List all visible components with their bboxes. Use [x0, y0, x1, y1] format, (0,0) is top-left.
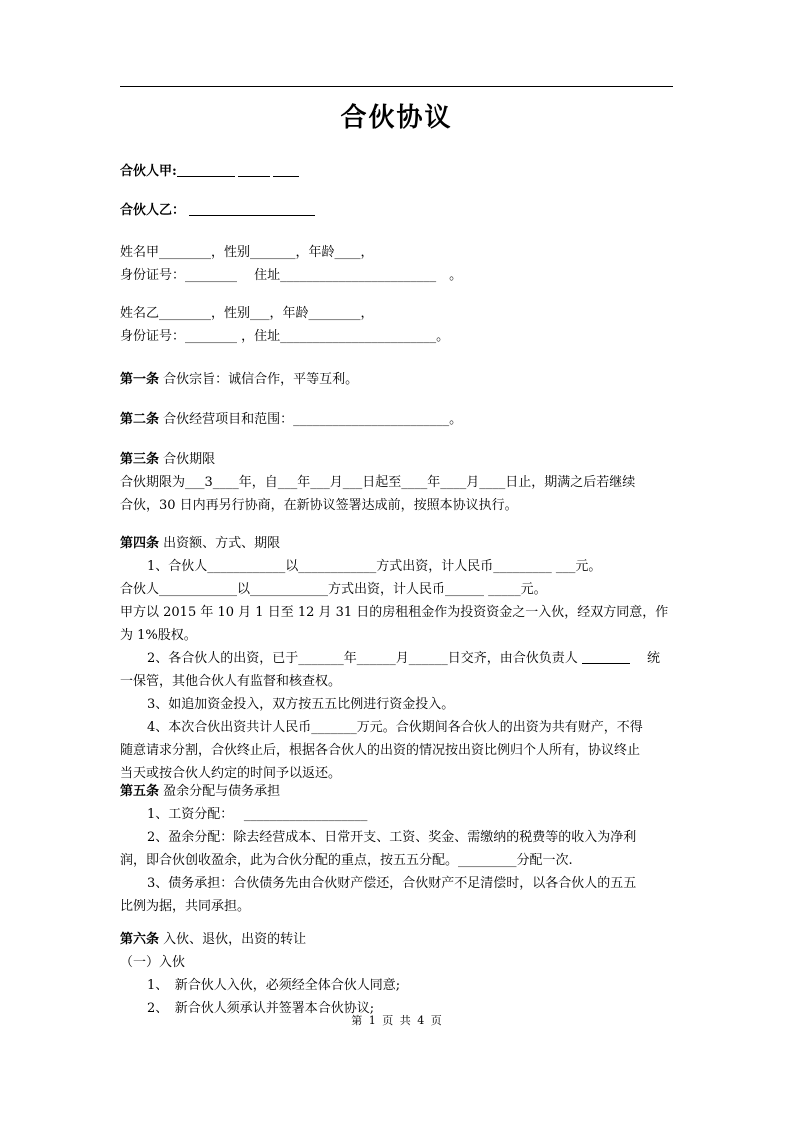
article-4-line: 1、合伙人____________以____________方式出资，计人民币_________ ___元。	[147, 559, 602, 574]
article-2-text: 合伙经营项目和范围：________________________。	[159, 412, 463, 427]
article-4-text: 出资额、方式、期限	[159, 536, 281, 551]
person-b-line: 姓名乙________，性别___，年龄________，	[120, 306, 374, 321]
article-4-line: 当天或按合伙人约定的时间予以返还。	[120, 766, 342, 781]
document-title: 合伙协议	[340, 103, 453, 133]
person-a-line: 身份证号：________ 住址________________________ 。	[120, 268, 463, 283]
article-6-heading: 第六条	[120, 932, 160, 947]
person-b-line: 身份证号：________ ，住址________________________。	[120, 329, 450, 344]
article-5-text: 盈余分配与债务承担	[159, 784, 281, 799]
article-4-heading: 第四条	[120, 536, 160, 551]
partner-a-section	[120, 160, 673, 183]
article-1-text: 合伙宗旨：诚信合作，平等互利。	[159, 372, 359, 387]
header-rule	[120, 86, 673, 87]
partner-a-blank	[238, 162, 270, 177]
article-4-line-part: 2、各合伙人的出资，已于_______年______月______日交齐，由合伙负责人	[147, 651, 582, 666]
partner-a-blank	[273, 162, 299, 177]
article-2	[120, 408, 673, 431]
partner-a-blank	[177, 162, 235, 177]
partner-b-label: 合伙人乙：	[120, 203, 186, 218]
person-a-info	[120, 241, 673, 287]
article-3-line: 合伙期限为___3____年，自___年___月___日起至____年____月____日止，期满之后若继续	[120, 475, 636, 490]
article-4-line: 随意请求分割，合伙终止后，根据各合伙人的出资的情况按出资比例归个人所有，协议终止	[120, 743, 641, 758]
responsible-person-blank	[582, 649, 630, 664]
article-6-item: 2、 新合伙人须承认并签署本合伙协议;	[147, 1001, 375, 1016]
article-6-subheading: （一）入伙	[120, 955, 186, 970]
partner-b-blank	[189, 201, 315, 216]
article-4-line: 为 1%股权。	[120, 628, 197, 643]
article-4-line: 一保管，其他合伙人有监督和核查权。	[120, 674, 342, 689]
page-footer: 第 1 页 共 4 页	[351, 1014, 442, 1027]
article-1	[120, 368, 673, 391]
article-4-line: 4、本次合伙出资共计人民币_______万元。合伙期间各合伙人的出资为共有财产，不得	[147, 720, 643, 735]
article-5-line: 1、工资分配： ___________________	[147, 807, 368, 822]
article-1-heading: 第一条	[120, 372, 160, 387]
article-6	[120, 928, 673, 1020]
article-3	[120, 448, 673, 517]
article-5-line: 润，即合伙创收盈余，此为合伙分配的重点，按五五分配。_________分配一次.	[120, 853, 573, 868]
article-4-line: 甲方以 2015 年 10 月 1 日至 12 月 31 日的房租租金作为投资资金之一入伙，经双方同意，作	[120, 605, 669, 620]
article-5-line: 2、盈余分配：除去经营成本、日常开支、工资、奖金、需缴纳的税费等的收入为净利	[147, 830, 637, 845]
article-3-text: 合伙期限	[159, 452, 216, 467]
article-4-line	[120, 647, 673, 670]
article-6-text: 入伙、退伙，出资的转让	[159, 932, 307, 947]
article-5	[120, 780, 673, 918]
article-4-line: 合伙人____________以____________方式出资，计人民币______ _____元。	[120, 582, 547, 597]
person-a-line: 姓名甲________，性别_______，年龄____，	[120, 245, 374, 260]
article-5-line: 3、债务承担：合伙债务先由合伙财产偿还，合伙财产不足清偿时，以各合伙人的五五	[147, 876, 637, 891]
article-4	[120, 532, 673, 785]
article-5-line: 比例为据，共同承担。	[120, 899, 251, 914]
partner-a-label: 合伙人甲:	[120, 164, 177, 179]
article-4-line: 3、如追加资金投入，双方按五五比例进行资金投入。	[147, 697, 455, 712]
person-b-info	[120, 302, 673, 348]
article-2-heading: 第二条	[120, 412, 160, 427]
article-3-heading: 第三条	[120, 452, 160, 467]
article-5-heading: 第五条	[120, 784, 160, 799]
article-6-item: 1、 新合伙人入伙，必须经全体合伙人同意;	[147, 978, 401, 993]
article-3-line: 合伙，30 日内再另行协商，在新协议签署达成前，按照本协议执行。	[120, 498, 518, 513]
partner-b-section	[120, 199, 673, 222]
article-4-line-part: 统	[629, 651, 661, 666]
